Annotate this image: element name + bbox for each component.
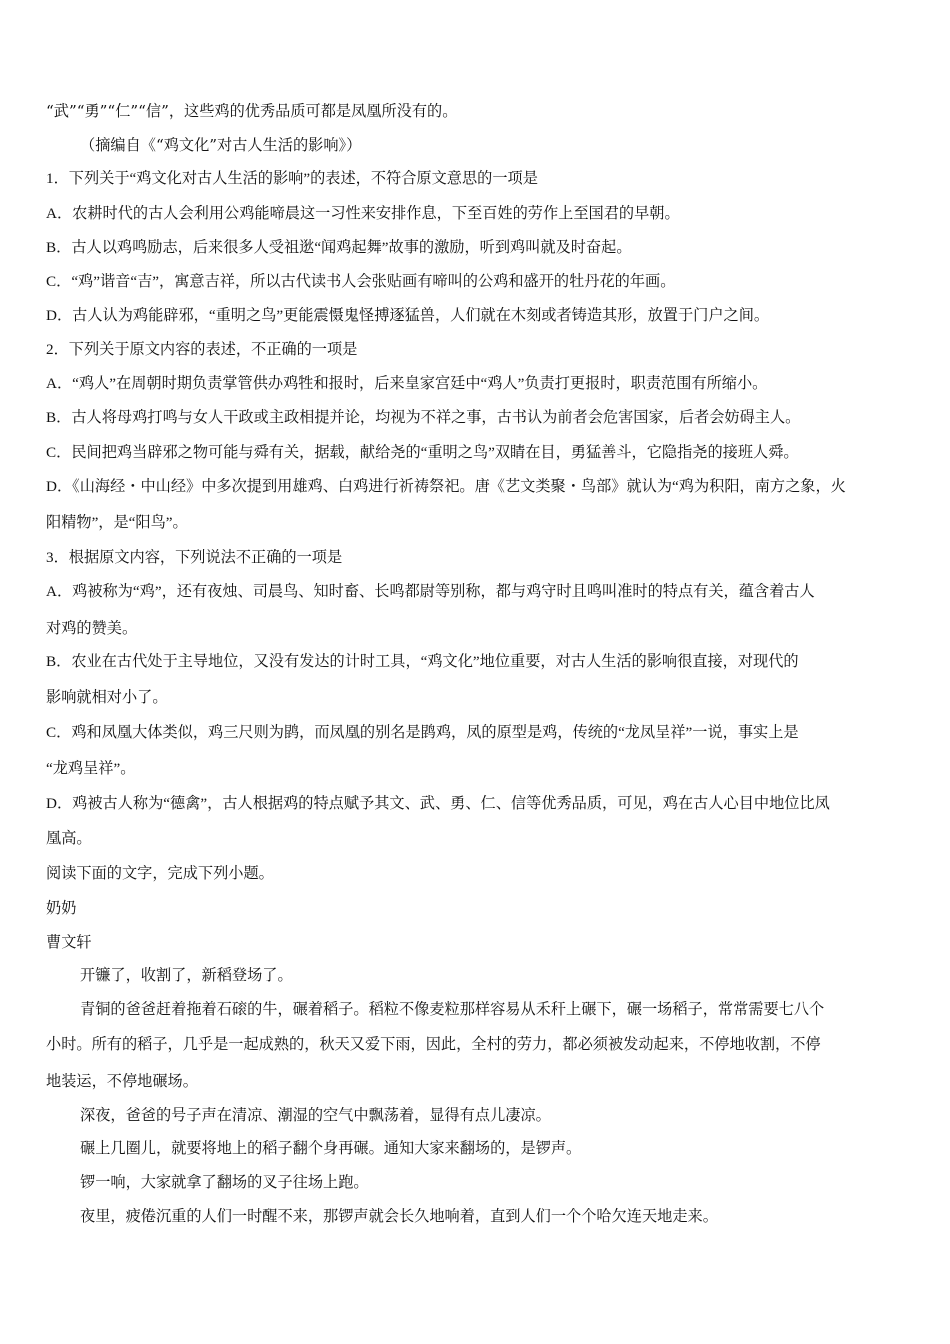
story-paragraph-2-line-2: 小时。所有的稻子，几乎是一起成熟的，秋天又爱下雨，因此，全村的劳力，都必须被发动起来，不停地收割，不停 xyxy=(46,1035,821,1053)
question-3-stem: 3．根据原文内容，下列说法不正确的一项是 xyxy=(46,549,343,566)
question-3-option-a-line-2: 对鸡的赞美。 xyxy=(46,620,138,637)
question-1-stem: 1．下列关于“鸡文化对古人生活的影响”的表述，不符合原文意思的一项是 xyxy=(46,170,538,187)
question-2-option-d-line-2: 阳精物”，是“阳鸟”。 xyxy=(46,514,188,531)
question-2-option-a: A．“鸡人”在周朝时期负责掌管供办鸡牲和报时，后来皇家宫廷中“鸡人”负责打更报时，职责范围有所缩小。 xyxy=(46,375,768,392)
question-3-option-d-line-1: D．鸡被古人称为“德禽”，古人根据鸡的特点赋予其文、武、勇、仁、信等优秀品质，可见，鸡在古人心目中地位比凤 xyxy=(46,795,830,812)
question-1-option-c: C．“鸡”谐音“吉”，寓意吉祥，所以古代读书人会张贴画有啼叫的公鸡和盛开的牡丹花的年画。 xyxy=(46,273,676,290)
question-2-stem: 2．下列关于原文内容的表述，不正确的一项是 xyxy=(46,341,358,358)
story-paragraph-2-line-1: 青铜的爸爸赶着拖着石磙的牛，碾着稻子。稻粒不像麦粒那样容易从禾秆上碾下，碾一场稻子，常常需要七八个 xyxy=(80,1000,825,1018)
story-paragraph-6: 夜里，疲倦沉重的人们一时醒不来，那锣声就会长久地响着，直到人们一个个哈欠连天地走来。 xyxy=(80,1207,718,1225)
question-3-option-a-line-1: A．鸡被称为“鸡”，还有夜烛、司晨鸟、知时畜、长鸣都尉等别称，都与鸡守时且鸣叫准时的特点有关，蕴含着古人 xyxy=(46,583,815,600)
story-title: 奶奶 xyxy=(46,899,77,917)
story-author: 曹文轩 xyxy=(46,933,92,951)
question-1-option-a: A．农耕时代的古人会利用公鸡能啼晨这一习性来安排作息，下至百姓的劳作上至国君的早朝。 xyxy=(46,205,680,222)
question-3-option-d-line-2: 凰高。 xyxy=(46,830,92,847)
question-1-option-d: D．古人认为鸡能辟邪，“重明之鸟”更能震慑鬼怪搏逐猛兽，人们就在木刻或者铸造其形，放置于门户之间。 xyxy=(46,307,770,324)
story-paragraph-5: 锣一响，大家就拿了翻场的叉子往场上跑。 xyxy=(80,1173,369,1191)
question-2-option-b: B．古人将母鸡打鸣与女人干政或主政相提并论，均视为不祥之事，古书认为前者会危害国家，后者会妨碍主人。 xyxy=(46,409,801,426)
passage-ending-line: “武”“勇”“仁”“信”，这些鸡的优秀品质可都是凤凰所没有的。 xyxy=(46,102,458,120)
question-2-option-c: C．民间把鸡当辟邪之物可能与舜有关，据载，献给尧的“重明之鸟”双睛在目，勇猛善斗，它隐指尧的接班人舜。 xyxy=(46,444,799,461)
story-paragraph-2-line-3: 地装运，不停地碾场。 xyxy=(46,1072,198,1090)
question-1-option-b: B．古人以鸡鸣励志，后来很多人受祖逖“闻鸡起舞”故事的激励，听到鸡叫就及时奋起。 xyxy=(46,239,632,256)
story-paragraph-4: 碾上几圈儿，就要将地上的稻子翻个身再碾。通知大家来翻场的，是锣声。 xyxy=(80,1139,582,1157)
story-paragraph-1: 开镰了，收割了，新稻登场了。 xyxy=(80,966,293,984)
question-3-option-c-line-2: “龙鸡呈祥”。 xyxy=(46,760,136,777)
question-3-option-b-line-1: B．农业在古代处于主导地位，又没有发达的计时工具，“鸡文化”地位重要，对古人生活的影响很直接，对现代的 xyxy=(46,653,799,670)
question-3-option-b-line-2: 影响就相对小了。 xyxy=(46,689,168,706)
reading-instruction: 阅读下面的文字，完成下列小题。 xyxy=(46,865,274,882)
story-paragraph-3: 深夜，爸爸的号子声在清凉、潮湿的空气中飘荡着，显得有点儿凄凉。 xyxy=(80,1106,551,1124)
source-citation: （摘编自《“鸡文化”对古人生活的影响》） xyxy=(80,136,362,154)
question-3-option-c-line-1: C．鸡和凤凰大体类似，鸡三尺则为鹍，而凤凰的别名是鹍鸡，凤的原型是鸡，传统的“龙凤呈祥”一说，事实上是 xyxy=(46,724,799,741)
question-2-option-d-line-1: D．《山海经・中山经》中多次提到用雄鸡、白鸡进行祈祷祭祀。唐《艺文类聚・鸟部》就认为“鸡为积阳，南方之象，火 xyxy=(46,478,846,495)
